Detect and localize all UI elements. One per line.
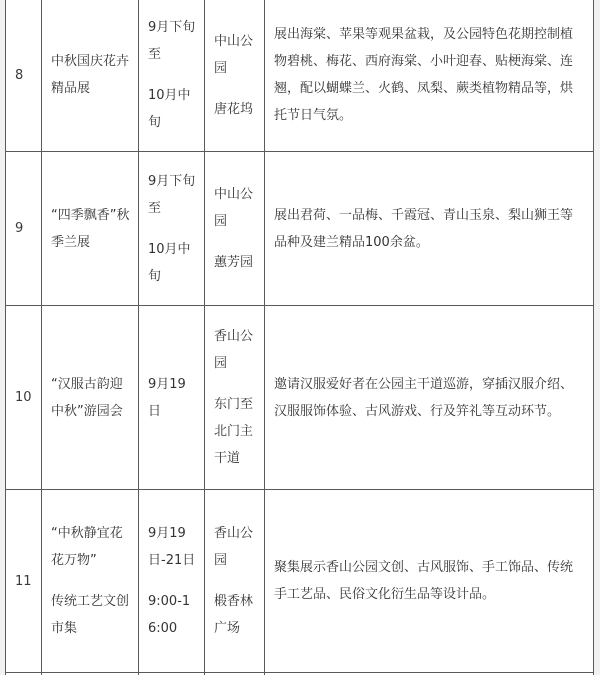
event-place (205, 0, 265, 152)
event-time-line: 9月下旬至 (148, 173, 196, 216)
event-place-line: 中山公园 (214, 187, 254, 229)
events-table (5, 0, 594, 675)
table-row (6, 0, 594, 152)
event-time-line: 9月19日 (148, 376, 186, 419)
row-number: 11 (6, 490, 42, 673)
event-time (139, 490, 205, 673)
event-place (205, 490, 265, 673)
event-time-line: 10月中旬 (148, 241, 191, 284)
event-place-line: 唐花坞 (214, 101, 254, 117)
event-place-line: 椴香林广场 (214, 594, 254, 636)
event-time-line: 9:00-16:00 (148, 594, 191, 636)
event-place (205, 152, 265, 306)
event-time-line: 9月下旬至 (148, 20, 196, 62)
event-description: 展出海棠、苹果等观果盆栽，及公园特色花期控制植物碧桃、梅花、西府海棠、小叶迎春、贴梗海棠、连翘，配以蝴蝶兰、火鹤、凤梨、蕨类植物精品等，烘托节日气氛。 (265, 0, 594, 152)
event-name-text: “汉服古韵迎中秋”游园会 (51, 376, 123, 419)
event-name (42, 152, 139, 306)
event-name-text: “四季飘香”秋季兰展 (51, 207, 130, 250)
event-time-line: 9月19日-21日 (148, 526, 196, 568)
event-description: 邀请汉服爱好者在公园主干道巡游，穿插汉服介绍、汉服服饰体验、古风游戏、行及笄礼等互动环节。 (265, 306, 594, 490)
event-name (42, 306, 139, 490)
event-time-line: 10月中旬 (148, 88, 191, 130)
row-number: 10 (6, 306, 42, 490)
event-name-text: 传统工艺文创市集 (51, 594, 130, 636)
table-row (6, 152, 594, 306)
document-page (5, 0, 594, 675)
event-description: 聚集展示香山公园文创、古风服饰、手工饰品、传统手工艺品、民俗文化衍生品等设计品。 (265, 490, 594, 673)
event-name-text: “中秋静宜花花万物” (51, 526, 123, 568)
event-time (139, 306, 205, 490)
event-place (205, 306, 265, 490)
table-row (6, 490, 594, 673)
event-place-line: 中山公园 (214, 33, 254, 76)
event-name-text: 中秋国庆花卉精品展 (51, 54, 130, 96)
event-place-line: 香山公园 (214, 526, 254, 568)
event-time (139, 152, 205, 306)
event-name (42, 0, 139, 152)
row-number: 9 (6, 152, 42, 306)
event-place-line: 东门至北门主干道 (214, 397, 254, 466)
row-number: 8 (6, 0, 42, 152)
event-time (139, 0, 205, 152)
event-description: 展出君荷、一品梅、千霞冠、青山玉泉、梨山狮王等品种及建兰精品100余盆。 (265, 152, 594, 306)
table-row (6, 306, 594, 490)
event-place-line: 蕙芳园 (214, 255, 254, 270)
event-name (42, 490, 139, 673)
event-place-line: 香山公园 (214, 329, 254, 371)
